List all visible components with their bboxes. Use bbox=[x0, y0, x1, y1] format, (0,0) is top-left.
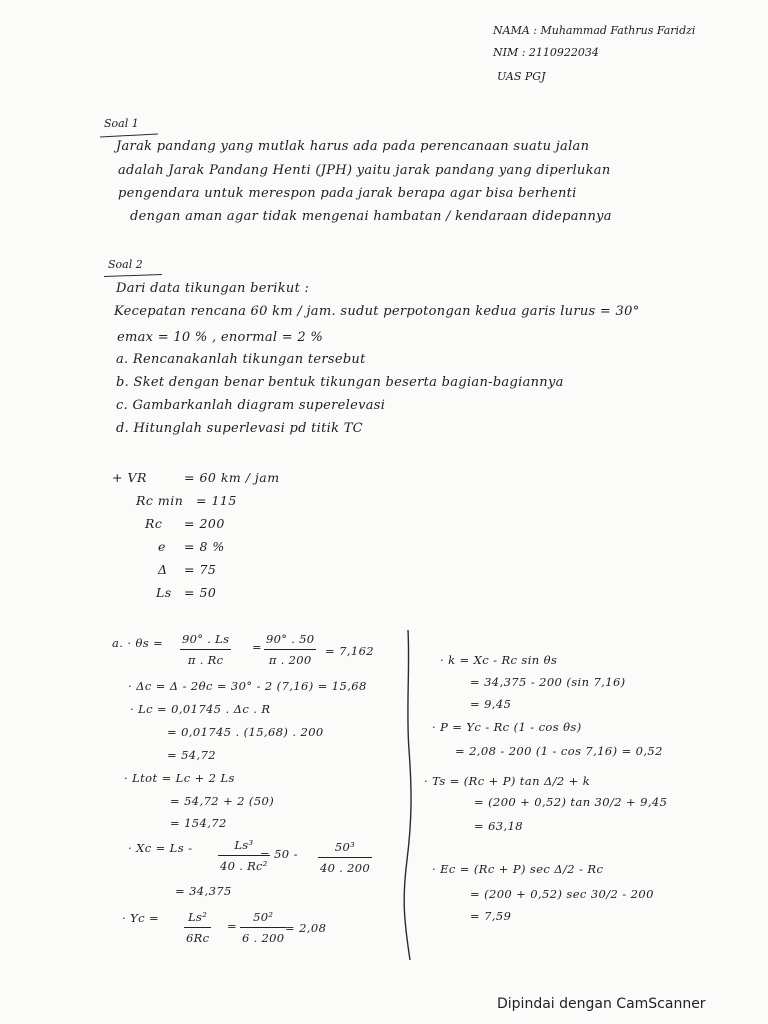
yc-formula-denominator: 6Rc bbox=[186, 931, 210, 945]
xc-values-numerator: 50³ bbox=[318, 840, 372, 858]
given-vr-name: + VR bbox=[112, 470, 147, 485]
given-vr-value: = 60 km / jam bbox=[184, 470, 280, 485]
theta-s-label: a. · θs = bbox=[112, 636, 164, 650]
soal2-line-1: Kecepatan rencana 60 km / jam. sudut perpotongan kedua garis lurus = 30° bbox=[114, 304, 640, 319]
theta-s-values-denominator: π . 200 bbox=[268, 653, 312, 667]
theta-s-formula-fraction bbox=[180, 632, 231, 667]
given-rc-name: Rc bbox=[145, 516, 163, 531]
given-ls-value: = 50 bbox=[184, 585, 217, 600]
soal1-line-3: pengendara untuk merespon pada jarak berapa agar bisa berhenti bbox=[118, 186, 577, 201]
ltot-calc-3: = 154,72 bbox=[170, 816, 227, 830]
soal1-line-4: dengan aman agar tidak mengenai hambatan / kendaraan didepannya bbox=[130, 209, 612, 224]
yc-values-fraction bbox=[240, 910, 286, 945]
soal1-line-1: Jarak pandang yang mutlak harus ada pada perencanaan suatu jalan bbox=[116, 139, 590, 154]
k-calc-3: = 9,45 bbox=[470, 697, 512, 711]
column-divider bbox=[398, 630, 418, 960]
lc-calc-2: = 0,01745 . (15,68) . 200 bbox=[167, 725, 324, 739]
given-e-value: = 8 % bbox=[184, 539, 225, 554]
yc-formula-fraction bbox=[184, 910, 211, 945]
p-calc-2: = 2,08 - 200 (1 - cos 7,16) = 0,52 bbox=[455, 744, 663, 758]
given-delta-value: = 75 bbox=[184, 562, 217, 577]
theta-s-values-numerator: 90° . 50 bbox=[264, 632, 316, 650]
ts-calc-2: = (200 + 0,52) tan 30/2 + 9,45 bbox=[474, 795, 668, 809]
yc-result: = 2,08 bbox=[285, 921, 327, 935]
given-e-name: e bbox=[158, 539, 166, 554]
yc-values-denominator: 6 . 200 bbox=[242, 931, 285, 945]
theta-s-result: = 7,162 bbox=[325, 644, 375, 658]
yc-label: · Yc = bbox=[122, 911, 160, 925]
ts-calc-3: = 63,18 bbox=[474, 819, 524, 833]
soal1-underline bbox=[100, 133, 158, 137]
soal1-line-2: adalah Jarak Pandang Henti (JPH) yaitu jarak pandang yang diperlukan bbox=[118, 163, 611, 178]
soal2-line-2: emax = 10 % , enormal = 2 % bbox=[117, 330, 324, 345]
lc-calc-1: · Lc = 0,01745 . Δc . R bbox=[130, 702, 271, 716]
theta-s-formula-numerator: 90° . Ls bbox=[180, 632, 231, 650]
yc-equals: = bbox=[227, 919, 238, 933]
soal2-item-c: c. Gambarkanlah diagram superelevasi bbox=[116, 398, 386, 413]
ltot-calc-1: · Ltot = Lc + 2 Ls bbox=[124, 771, 235, 785]
soal1-label: Soal 1 bbox=[104, 117, 139, 130]
xc-result: = 34,375 bbox=[175, 884, 232, 898]
lc-calc-3: = 54,72 bbox=[167, 748, 217, 762]
header-name: NAMA : Muhammad Fathrus Faridzi bbox=[493, 24, 696, 37]
soal2-item-a: a. Rencanakanlah tikungan tersebut bbox=[116, 352, 366, 367]
ltot-calc-2: = 54,72 + 2 (50) bbox=[170, 794, 275, 808]
ec-calc-1: · Ec = (Rc + P) sec Δ/2 - Rc bbox=[432, 862, 604, 876]
xc-formula-denominator: 40 . Rc² bbox=[220, 859, 268, 873]
p-calc-1: · P = Yc - Rc (1 - cos θs) bbox=[432, 720, 582, 734]
given-rcmin-name: Rc min bbox=[136, 493, 184, 508]
theta-s-values-fraction bbox=[264, 632, 316, 667]
xc-equals: = 50 - bbox=[260, 847, 298, 861]
xc-label: · Xc = Ls - bbox=[128, 841, 193, 855]
xc-values-denominator: 40 . 200 bbox=[320, 861, 370, 875]
theta-s-equals: = bbox=[252, 640, 263, 654]
yc-formula-numerator: Ls² bbox=[184, 910, 211, 928]
camscanner-footer: Dipindai dengan CamScanner bbox=[497, 996, 706, 1012]
ts-calc-1: · Ts = (Rc + P) tan Δ/2 + k bbox=[424, 774, 591, 788]
xc-formula-numerator: Ls³ bbox=[218, 838, 270, 856]
given-rcmin-value: = 115 bbox=[196, 493, 237, 508]
xc-values-fraction bbox=[318, 840, 372, 875]
soal2-underline bbox=[104, 274, 162, 277]
soal2-item-d: d. Hitunglah superlevasi pd titik TC bbox=[116, 421, 363, 436]
ec-calc-2: = (200 + 0,52) sec 30/2 - 200 bbox=[470, 887, 654, 901]
k-calc-1: · k = Xc - Rc sin θs bbox=[440, 653, 558, 667]
ec-calc-3: = 7,59 bbox=[470, 909, 512, 923]
yc-values-numerator: 50² bbox=[240, 910, 286, 928]
header-nim: NIM : 2110922034 bbox=[493, 46, 599, 59]
soal2-item-b: b. Sket dengan benar bentuk tikungan beserta bagian-bagiannya bbox=[116, 375, 564, 390]
given-rc-value: = 200 bbox=[184, 516, 225, 531]
theta-s-formula-denominator: π . Rc bbox=[187, 653, 224, 667]
delta-c-calc: · Δc = Δ - 2θc = 30° - 2 (7,16) = 15,68 bbox=[128, 679, 367, 693]
soal2-label: Soal 2 bbox=[108, 258, 143, 271]
k-calc-2: = 34,375 - 200 (sin 7,16) bbox=[470, 675, 626, 689]
given-delta-name: Δ bbox=[158, 562, 168, 577]
header-exam: UAS PGJ bbox=[497, 70, 546, 83]
soal2-intro: Dari data tikungan berikut : bbox=[116, 281, 310, 296]
given-ls-name: Ls bbox=[156, 585, 172, 600]
